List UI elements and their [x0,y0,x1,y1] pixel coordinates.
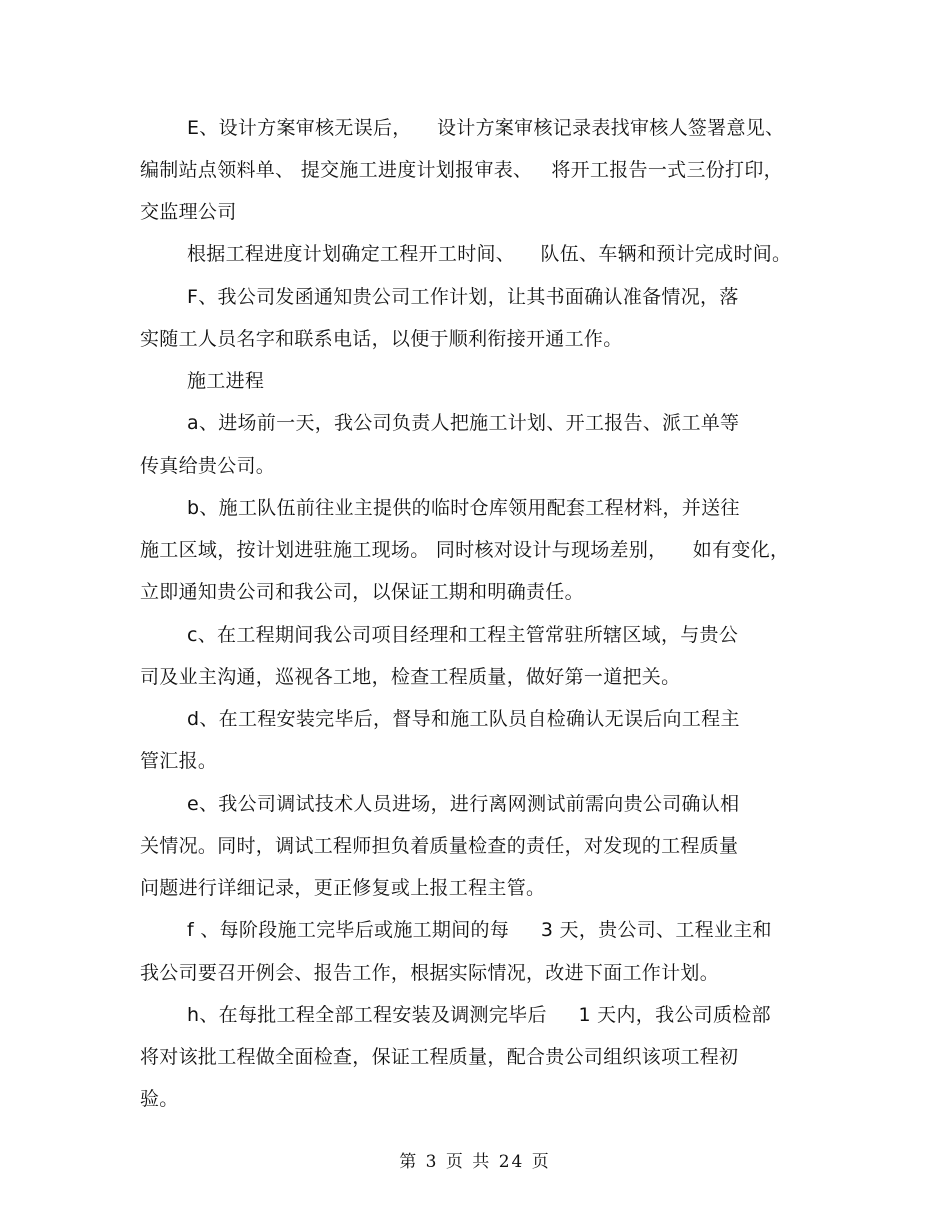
text-line: b、施工队伍前往业主提供的临时仓库领用配套工程材料，并送往 [187,497,740,519]
text-line: 验。 [140,1088,179,1110]
page-footer: 第 3 页 共 24 页 [399,1152,551,1172]
text-line: 编制站点领料单、 提交施工进度计划报审表、 将开工报告一式三份打印， [140,159,783,181]
text-line: 将对该批工程做全面检查，保证工程质量，配合贵公司组织该项工程初 [140,1046,739,1068]
text-line: 传真给贵公司。 [140,455,276,477]
text-line: F、我公司发函通知贵公司工作计划，让其书面确认准备情况，落 [187,286,739,308]
text-line: 交监理公司 [140,201,237,223]
text-line: 司及业主沟通，巡视各工地，检查工程质量，做好第一道把关。 [140,666,681,688]
text-line: a、进场前一天，我公司负责人把施工计划、开工报告、派工单等 [187,412,740,434]
text-line: 立即通知贵公司和我公司，以保证工期和明确责任。 [140,581,584,603]
text-line: f 、每阶段施工完毕后或施工期间的每 3 天，贵公司、工程业主和 [187,919,772,941]
text-line: 关情况。同时，调试工程师担负着质量检查的责任，对发现的工程质量 [140,835,739,857]
text-line: 我公司要召开例会、报告工作，根据实际情况，改进下面工作计划。 [140,962,720,984]
text-line: d、在工程安装完毕后，督导和施工队员自检确认无误后向工程主 [187,708,740,730]
text-line: 施工区域，按计划进驻施工现场。 同时核对设计与现场差别， 如有变化， [140,539,790,561]
text-line: 管汇报。 [140,750,218,772]
text-line: E、设计方案审核无误后， 设计方案审核记录表找审核人签署意见、 [187,117,785,139]
text-line: 实随工人员名字和联系电话，以便于顺利衔接开通工作。 [140,328,623,350]
text-line: 问题进行详细记录，更正修复或上报工程主管。 [140,877,546,899]
section-heading: 施工进程 [187,370,265,392]
text-line: c、在工程期间我公司项目经理和工程主管常驻所辖区域，与贵公 [187,624,739,646]
text-line: h、在每批工程全部工程安装及调测完毕后 1 天内，我公司质检部 [187,1004,771,1026]
text-line: e、我公司调试技术人员进场，进行离网测试前需向贵公司确认相 [187,793,740,815]
text-line: 根据工程进度计划确定工程开工时间、 队伍、车辆和预计完成时间。 [187,243,792,265]
